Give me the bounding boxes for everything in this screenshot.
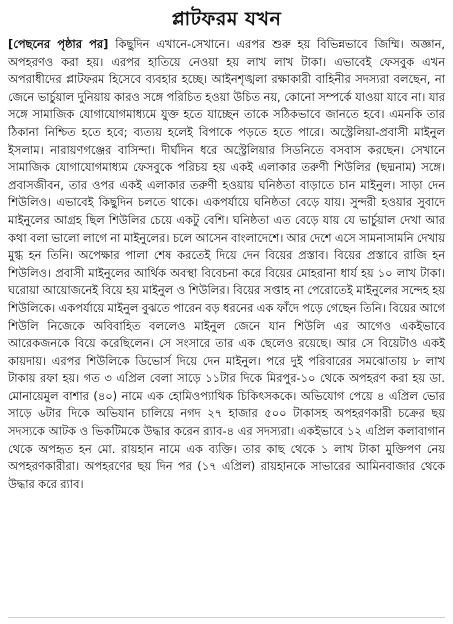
article-body-text: কিছুদিন এখানে-সেখানে। এরপর শুরু হয় বিভিন্নভাবে জিম্মি। অজ্ঞান, অপহরণও করা হয়। এরপর হাতিয়ে নেওয়া হয় লাখ লাখ টাকা। এভাবেই ফেসবুক এখন অপরাধীদের প্লাটফরম হিসেবে ব্যবহার হচ্ছে। আইনশৃঙ্খলা রক্ষাকারী বাহিনীর সদস্যরা বলছেন, না জেনে ভার্চুয়াল দুনিয়ায় কারও সঙ্গে পরিচিত হওয়া উচিত নয়, কোনো সম্পর্কে যাওয়া যাবে না। যার সঙ্গে সামাজিক যোগাযোগমাধ্যমে যুক্ত হতে যাচ্ছেন তাকে সঠিকভাবে জানতে হবে। এমনকি তার ঠিকানা নিশ্চিত হতে হবে; ব্যত্যয় হলেই বিপাকে পড়তে হতে পারে। অস্ট্রেলিয়া-প্রবাসী মাইনুল ইসলাম। নারায়ণগঞ্জের বাসিন্দা। দীর্ঘদিন ধরে অস্ট্রেলিয়ার সিডনিতে বসবাস করছেন। সেখানে সামাজিক যোগাযোগমাধ্যম ফেসবুকে পরিচয় হয় একই এলাকার তরুণী শিউলির (ছদ্মনাম) সঙ্গে। প্রবাসজীবন, তার ওপর একই এলাকার তরুণী হওয়ায় ঘনিষ্ঠতা বাড়াতে চান মাইনুল। সাড়া দেন শিউলিও। এভাবেই কিছুদিন চলতে থাকে। একপর্যায়ে ঘনিষ্ঠতা বেড়ে যায়। সুন্দরী হওয়ার সুবাদে মাইনুলের আগ্রহ ছিল শিউলির চেয়ে একটু বেশি। ঘনিষ্ঠতা এত বেড়ে যায় যে ভার্চুয়াল দেখা আর কথা বলা ভালো লাগে না মাইনুলের। চলে আসেন বাংলাদেশে। আর দেশে এসে সামনাসামনি দেখায় মুগ্ধ হন তিনি। অপেক্ষার পালা শেষ করতেই দিয়ে দেন বিয়ের প্রস্তাব। বিয়ের প্রস্তাবে রাজি হন শিউলিও। প্রবাসী মাইনুলের আর্থিক অবস্থা বিবেচনা করে বিয়ের মোহরানা ধার্য হয় ১০ লাখ টাকা। ঘরোয়া আয়োজনেই বিয়ে হয় মাইনুল ও শিউলির। বিয়ের সপ্তাহ না পেরোতেই মাইনুলের সন্দেহ হয় শিউলিকে। একপর্যায়ে মাইনুল বুঝতে পারেন বড় ধরনের এক ফাঁদে পড়ে গেছেন তিনি। বিয়ের আগে শিউলি নিজেকে অবিবাহিত বললেও মাইনুল জেনে যান শিউলি এর আগেও একইভাবে আরেকজনকে বিয়ে করেছিলেন। সে সংসারে তার এক ছেলেও রয়েছে। আর সে বিয়েটাও একই কায়দায়। এরপর শিউলিকে ডিভোর্স দিয়ে দেন মাইনুল। পরে দুই পরিবারের সমঝোতায় ৮ লাখ টাকায় রফা হয়। গত ৩ এপ্রিল বেলা সাড়ে ১১টার দিকে মিরপুর-১০ থেকে অপহরণ করা হয় ডা. মোনায়েমুল বাশার (৪০) নামে এক হোমিওপ্যাথিক চিকিৎসককে। অভিযোগ পেয়ে ৪ এপ্রিল ভোর সাড়ে ৬টার দিকে অভিযান চালিয়ে নগদ ২৭ হাজার ৫০০ টাকাসহ অপহরণকারী চক্রের ছয় সদস্যকে আটক ও ভিকটিমকে উদ্ধার করেন র‌্যাব-৪ এর সদস্যরা। একইভাবে ১২ এপ্রিল কলাবাগান থেকে অপহৃত হন মো. রায়হান নামে এক ব্যক্তি। তার কাছ থেকে ১ লাখ টাকা মুক্তিপণ নেয় অপহরণকারীরা। অপহরণের ছয় দিন পর (১৭ এপ্রিল) রায়হানকে সাভারের আমিনবাজার থেকে উদ্ধার করে র‌্যাব। [8, 37, 445, 491]
column-bottom-edge [8, 617, 445, 624]
continuation-marker: [পেছনের পৃষ্ঠার পর] [8, 37, 109, 51]
article-headline: প্লাটফরম যখন [171, 8, 282, 30]
article-body [8, 36, 445, 493]
